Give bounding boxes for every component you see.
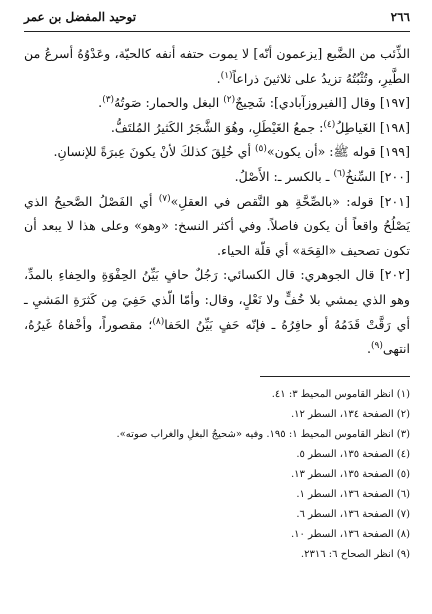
footnote-marker: (٦) (333, 168, 346, 179)
paragraph-text: أي خُلِقَ كذلكَ لأنْ يكونَ عِبرَةً للإنسانِ. (53, 144, 256, 160)
header-rule (24, 31, 410, 32)
paragraph (24, 42, 410, 91)
footnote-marker: (٩) (371, 340, 383, 351)
main-text (24, 42, 410, 362)
footnote: (٨) الصفحة ١٣٦، السطر ١٠. (290, 528, 410, 540)
footnote-marker: (٧) (158, 193, 171, 204)
paragraph-text: . (98, 95, 103, 111)
paragraph-text: أي الفَصْلُ الصَّحيحُ الذي يَصْلُحُ واقعاً أن يكون فاصلاً. وفي أكثر النسخ: «وهو» وعلى هذا لا يبعد أن تكون تصحيف «القِحَة» أي قلّة الحياء. (24, 193, 411, 258)
paragraph-text: [٢٠٠] السِّنخُ (345, 168, 410, 184)
footnote: (٤) الصفحة ١٣٥، السطر ٥. (296, 448, 410, 460)
paragraph (24, 140, 410, 165)
book-title: توحيد المفضل بن عمر (24, 10, 137, 24)
footnote-marker: (٤) (323, 119, 336, 130)
paragraph-text: البغل والحمار: صَوتُهُ (114, 95, 224, 111)
paragraph-text: [٢٠٢] قال الجوهري: قال الكسائي: رَجُلٌ حافٍ بَيِّنُ الحِفْوَةِ والحِفاءِ بالمدِّ، وهو الذي يمشي بلا خُفٍّ ولا نَعْلٍ، وقال: وأمّا الّذي حَفِيَ مِن كَثرَةِ المَشيِ ـ أي رَقَّتْ قَدَمُهُ أو حافِرُهُ ـ فإنّه حَفٍ بَيِّنُ الحَفا (24, 267, 410, 332)
footnote: (٦) الصفحة ١٣٦، السطر ١. (296, 488, 410, 500)
paragraph-text: الذِّئب من الضَّبع [يزعمون أنّه] لا يموت حتفه أنفه كالحيّة، وعَدْوُهُ أسرعُ من الطَّيرِ، وتُثْبُتُهُ تزيدُ على ثلاثينَ ذراعاً (24, 46, 410, 86)
paragraph-text: . (367, 341, 372, 357)
paragraph (24, 91, 410, 116)
footnote-separator (260, 376, 410, 377)
footnote: (٧) الصفحة ١٣٦، السطر ٦. (296, 508, 410, 520)
paragraph (24, 165, 410, 190)
footnote-marker: (٣) (102, 95, 115, 105)
footnote: (٥) الصفحة ١٣٥، السطر ١٣. (290, 468, 410, 480)
paragraph-text: . (216, 70, 221, 86)
page-number: ٢٦٦ (390, 10, 410, 24)
paragraph-text: [٢٠١] قوله: «بالصِّحَّةِ هو النَّقص في العقلِ» (170, 193, 410, 209)
footnote-marker: (٥) (255, 144, 267, 155)
paragraph-text: : جمعُ الغَيْطَلِ، وهُوَ الشَّجَرُ الكَثيرُ المُلتَفُّ. (110, 119, 324, 135)
footnote-marker: (١) (220, 70, 233, 81)
footnote: (١) انظر القاموس المحيط ٣: ٤١. (271, 388, 410, 400)
paragraph-text: [١٩٨] الغَياطِلُ (335, 119, 410, 135)
footnote: (٣) انظر القاموس المحيط ١: ١٩٥. وفيه «شحيجُ البغلِ والغراب صوته». (116, 428, 410, 440)
paragraph-text: ؛ مقصوراً، وأحْفاهُ غَيرُهُ، انتهى (24, 316, 410, 357)
running-header (24, 10, 410, 28)
paragraph-text: [١٩٩] قوله ﷺ: «أن يكون» (266, 144, 410, 160)
paragraph-text: ـ بالكسر ـ: الأَصْلُ. (234, 168, 334, 184)
paragraph (24, 190, 410, 264)
paragraph-text: [١٩٧] وقال [الفيروزآبادي]: شَحِيجٌ (235, 95, 410, 111)
footnotes (24, 385, 410, 565)
footnote: (٢) الصفحة ١٣٤، السطر ١٢. (290, 408, 410, 420)
footnote: (٩) انظر الصحاح ٦: ٢٣١٦. (300, 548, 410, 560)
footnote-marker: (٨) (152, 316, 165, 327)
paragraph (24, 116, 410, 141)
paragraph (24, 263, 410, 361)
footnote-marker: (٢) (223, 95, 236, 105)
